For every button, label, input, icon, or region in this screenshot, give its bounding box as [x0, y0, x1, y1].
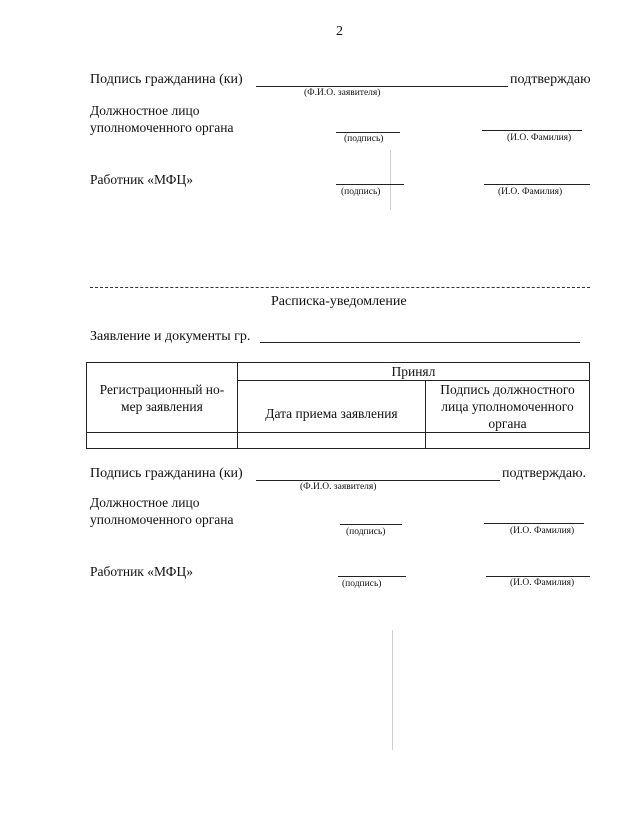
- fio-caption-2: (Ф.И.О. заявителя): [300, 482, 377, 492]
- official-label-line1: Должностное лицо: [90, 103, 200, 118]
- accepted-header: Принял: [237, 363, 589, 381]
- mfc-name-line-2[interactable]: [486, 576, 590, 577]
- citizen-signature-label: Подпись гражданина (ки): [90, 72, 243, 87]
- reg-number-cell[interactable]: [87, 433, 238, 449]
- cut-line: [90, 287, 590, 288]
- official-signature-line-2[interactable]: [340, 524, 402, 525]
- reg-number-header: Регистрационный но-мер заявления: [87, 363, 238, 433]
- scan-artifact: [390, 150, 391, 210]
- mfc-signature-caption: (подпись): [341, 187, 381, 197]
- receipt-title: Расписка-уведомление: [271, 294, 407, 309]
- date-cell[interactable]: [237, 433, 425, 449]
- page-number: 2: [336, 24, 343, 39]
- signature-caption-2: (подпись): [346, 527, 386, 537]
- signature-cell[interactable]: [426, 433, 590, 449]
- official-name-line-2[interactable]: [484, 523, 584, 524]
- signature-header: Подпись должностного лица уполномоченного органа: [426, 381, 590, 433]
- name-caption: (И.О. Фамилия): [507, 133, 572, 143]
- confirm-text-2: подтверждаю.: [502, 466, 587, 481]
- mfc-signature-line[interactable]: [336, 184, 404, 185]
- mfc-name-caption-2: (И.О. Фамилия): [510, 578, 575, 588]
- name-caption-2: (И.О. Фамилия): [510, 526, 575, 536]
- scan-artifact: [392, 630, 393, 750]
- official-label-2-line2: уполномоченного органа: [90, 512, 234, 527]
- citizen-signature-label-2: Подпись гражданина (ки): [90, 466, 243, 481]
- official-signature-line[interactable]: [336, 132, 400, 133]
- mfc-worker-label: Работник «МФЦ»: [90, 172, 193, 187]
- mfc-signature-caption-2: (подпись): [342, 579, 382, 589]
- mfc-name-caption: (И.О. Фамилия): [498, 187, 563, 197]
- official-label-2-line1: Должностное лицо: [90, 495, 200, 510]
- official-name-line[interactable]: [482, 130, 582, 131]
- documents-citizen-line[interactable]: [260, 342, 580, 343]
- signature-caption: (подпись): [344, 134, 384, 144]
- confirm-text: подтверждаю: [510, 72, 591, 87]
- registration-table: [86, 362, 590, 449]
- mfc-worker-label-2: Работник «МФЦ»: [90, 564, 193, 579]
- citizen-signature-line[interactable]: [256, 86, 508, 87]
- citizen-signature-line-2[interactable]: [256, 480, 500, 481]
- fio-caption: (Ф.И.О. заявителя): [304, 88, 381, 98]
- date-header: Дата приема заявления: [237, 381, 425, 433]
- mfc-signature-line-2[interactable]: [338, 576, 406, 577]
- documents-label: Заявление и документы гр.: [90, 329, 251, 344]
- official-label-line2: уполномоченного органа: [90, 120, 234, 135]
- mfc-name-line[interactable]: [484, 184, 590, 185]
